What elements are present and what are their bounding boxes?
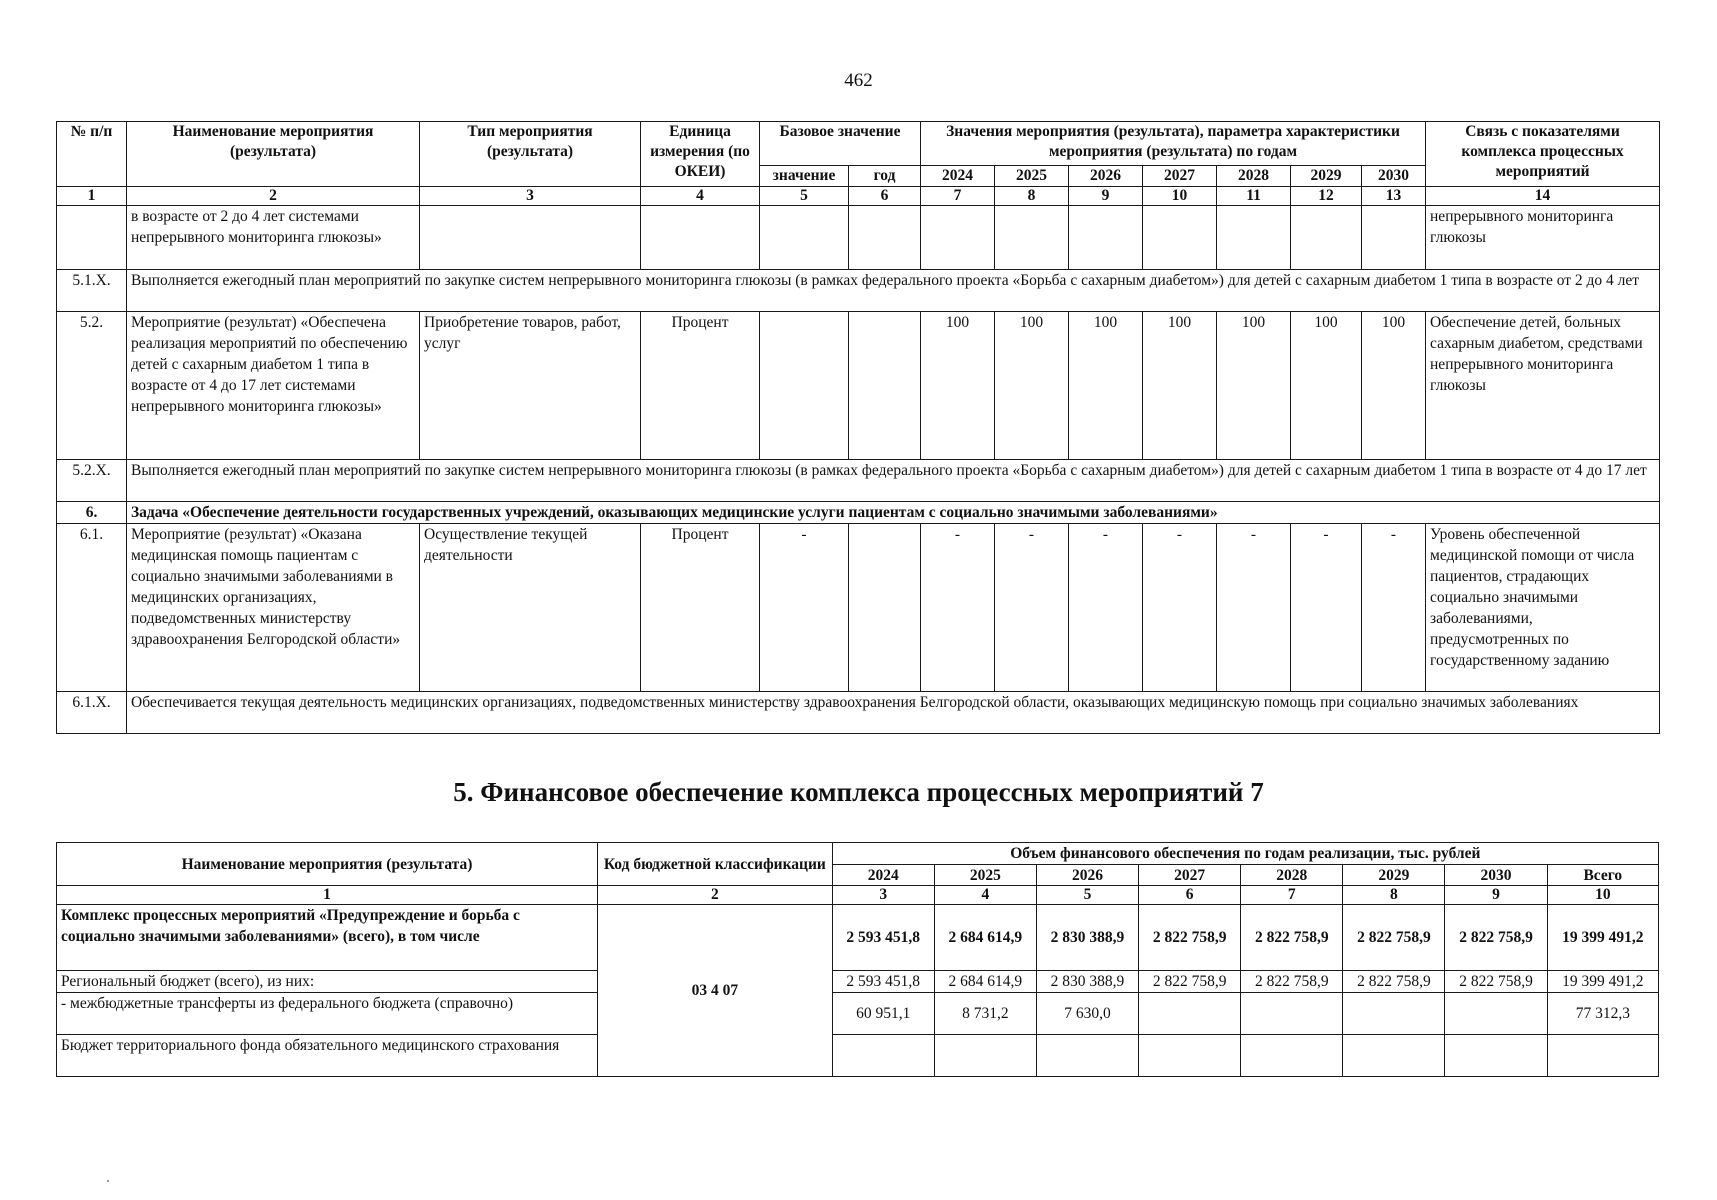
header-num: № п/п	[57, 122, 127, 187]
header-name: Наименование мероприятия (результата)	[57, 843, 598, 886]
row-text: Обеспечивается текущая деятельность медицинских организациях, подведомственных министерству здравоохранения Белгородской области, оказывающих медицинскую помощь при социально значимых заболеваниях	[127, 692, 1660, 734]
year-value: 100	[1362, 312, 1426, 460]
header-link: Связь с показателями комплекса процессных мероприятий	[1426, 122, 1660, 187]
col-number: 3	[832, 886, 934, 905]
activity-name: в возрасте от 2 до 4 лет системами непрерывного мониторинга глюкозы»	[127, 206, 420, 270]
table-row	[57, 312, 1660, 460]
finance-table	[56, 842, 1659, 1077]
finance-value: 2 822 758,9	[1139, 905, 1241, 971]
header-year: 2025	[934, 865, 1036, 886]
row-number: 6.1.	[57, 524, 127, 692]
col-number: 2	[127, 187, 420, 206]
year-value: -	[995, 524, 1069, 692]
row-number: 5.2.	[57, 312, 127, 460]
col-number: 5	[1036, 886, 1138, 905]
scan-speck	[107, 1180, 109, 1182]
col-number: 1	[57, 886, 598, 905]
col-number: 1	[57, 187, 127, 206]
table-row	[57, 460, 1660, 502]
finance-row-name: Региональный бюджет (всего), из них:	[57, 971, 598, 993]
table-row	[57, 524, 1660, 692]
finance-value: 2 593 451,8	[832, 905, 934, 971]
header-year: 2030	[1362, 166, 1426, 187]
row-number: 6.	[57, 502, 127, 524]
finance-value: 2 822 758,9	[1445, 971, 1547, 993]
year-value: -	[1217, 524, 1291, 692]
activity-type: Приобретение товаров, работ, услуг	[420, 312, 641, 460]
header-base-value: значение	[760, 166, 849, 187]
column-numbers-row	[57, 187, 1660, 206]
col-number: 11	[1217, 187, 1291, 206]
finance-value: 2 684 614,9	[934, 905, 1036, 971]
finance-value	[1343, 1035, 1445, 1077]
col-number: 6	[1139, 886, 1241, 905]
finance-value	[832, 1035, 934, 1077]
indicator-link: Обеспечение детей, больных сахарным диабетом, средствами непрерывного мониторинга глюкозы	[1426, 312, 1660, 460]
finance-row-name: Бюджет территориального фонда обязательного медицинского страхования	[57, 1035, 598, 1077]
header-year: 2026	[1069, 166, 1143, 187]
section-title: 5. Финансовое обеспечение комплекса процессных мероприятий 7	[453, 777, 1264, 807]
finance-value: 2 684 614,9	[934, 971, 1036, 993]
header-base: Базовое значение	[760, 122, 921, 166]
year-value: 100	[921, 312, 995, 460]
col-number: 14	[1426, 187, 1660, 206]
finance-row-name: Комплекс процессных мероприятий «Предупреждение и борьба с социально значимыми заболеваниями» (всего), в том числе	[57, 905, 598, 971]
row-text: Выполняется ежегодный план мероприятий по закупке систем непрерывного мониторинга глюкозы (в рамках федерального проекта «Борьба с сахарным диабетом») для детей с сахарным диабетом 1 типа в возрасте от 4 до 17 лет	[127, 460, 1660, 502]
col-number: 6	[849, 187, 921, 206]
header-year: 2024	[921, 166, 995, 187]
header-year: 2029	[1291, 166, 1362, 187]
year-value: 100	[1143, 312, 1217, 460]
header-unit: Единица измерения (по ОКЕИ)	[641, 122, 760, 187]
table-row	[57, 692, 1660, 734]
finance-value	[1445, 1035, 1547, 1077]
header-total: Всего	[1547, 865, 1658, 886]
column-numbers-row	[57, 886, 1659, 905]
col-number: 3	[420, 187, 641, 206]
year-value: 100	[1217, 312, 1291, 460]
finance-total: 19 399 491,2	[1547, 905, 1658, 971]
table-row	[57, 206, 1660, 270]
header-code: Код бюджетной классификации	[598, 843, 833, 886]
header-year: 2024	[832, 865, 934, 886]
finance-value: 2 822 758,9	[1241, 971, 1343, 993]
finance-value: 2 822 758,9	[1343, 905, 1445, 971]
finance-value: 2 822 758,9	[1241, 905, 1343, 971]
year-value: -	[921, 524, 995, 692]
table-row	[57, 270, 1660, 312]
finance-value: 2 830 388,9	[1036, 971, 1138, 993]
finance-value	[1139, 993, 1241, 1035]
header-year: 2027	[1143, 166, 1217, 187]
row-number: 5.2.X.	[57, 460, 127, 502]
finance-value	[1241, 1035, 1343, 1077]
col-number: 10	[1143, 187, 1217, 206]
col-number: 13	[1362, 187, 1426, 206]
table-row	[57, 502, 1660, 524]
year-value: -	[1069, 524, 1143, 692]
col-number: 2	[598, 886, 833, 905]
page-number: 462	[844, 70, 873, 91]
header-base-year: год	[849, 166, 921, 187]
table-row	[57, 1035, 1659, 1077]
finance-value	[934, 1035, 1036, 1077]
header-values: Значения мероприятия (результата), параметра характеристики мероприятия (результата) по годам	[921, 122, 1426, 166]
col-number: 10	[1547, 886, 1658, 905]
activities-table	[56, 121, 1660, 734]
indicator-link: Уровень обеспеченной медицинской помощи от числа пациентов, страдающих социально значимыми заболеваниями, предусмотренных по государственному заданию	[1426, 524, 1660, 692]
row-text: Выполняется ежегодный план мероприятий по закупке систем непрерывного мониторинга глюкозы (в рамках федерального проекта «Борьба с сахарным диабетом») для детей с сахарным диабетом 1 типа в возрасте от 2 до 4 лет	[127, 270, 1660, 312]
finance-total	[1547, 1035, 1658, 1077]
table-row	[57, 971, 1659, 993]
finance-value: 2 822 758,9	[1139, 971, 1241, 993]
indicator-link: непрерывного мониторинга глюкозы	[1426, 206, 1660, 270]
finance-value: 8 731,2	[934, 993, 1036, 1035]
finance-total: 77 312,3	[1547, 993, 1658, 1035]
col-number: 7	[921, 187, 995, 206]
row-number: 6.1.X.	[57, 692, 127, 734]
base-year	[849, 312, 921, 460]
finance-value	[1036, 1035, 1138, 1077]
finance-value: 2 593 451,8	[832, 971, 934, 993]
year-value: -	[1143, 524, 1217, 692]
year-value: -	[1362, 524, 1426, 692]
finance-value: 2 822 758,9	[1343, 971, 1445, 993]
budget-code: 03 4 07	[598, 905, 833, 1077]
activity-name: Мероприятие (результат) «Оказана медицинская помощь пациентам с социально значимыми заболеваниями в медицинских организациях, подведомственных министерству здравоохранения Белгородской области»	[127, 524, 420, 692]
col-number: 4	[934, 886, 1036, 905]
unit: Процент	[641, 312, 760, 460]
finance-total: 19 399 491,2	[1547, 971, 1658, 993]
col-number: 9	[1069, 187, 1143, 206]
year-value: 100	[1069, 312, 1143, 460]
base-year	[849, 524, 921, 692]
header-type: Тип мероприятия (результата)	[420, 122, 641, 187]
table-row	[57, 905, 1659, 971]
header-year: 2029	[1343, 865, 1445, 886]
row-number: 5.1.X.	[57, 270, 127, 312]
col-number: 7	[1241, 886, 1343, 905]
header-volume: Объем финансового обеспечения по годам реализации, тыс. рублей	[832, 843, 1658, 865]
finance-value: 2 822 758,9	[1445, 905, 1547, 971]
col-number: 12	[1291, 187, 1362, 206]
header-year: 2028	[1241, 865, 1343, 886]
col-number: 8	[1343, 886, 1445, 905]
header-year: 2028	[1217, 166, 1291, 187]
header-year: 2025	[995, 166, 1069, 187]
header-year: 2030	[1445, 865, 1547, 886]
header-year: 2027	[1139, 865, 1241, 886]
task-title: Задача «Обеспечение деятельности государственных учреждений, оказывающих медицинские услуги пациентам с социально значимыми заболеваниями»	[127, 502, 1660, 524]
finance-value: 60 951,1	[832, 993, 934, 1035]
col-number: 8	[995, 187, 1069, 206]
year-value: 100	[1291, 312, 1362, 460]
year-value: -	[1291, 524, 1362, 692]
finance-value: 2 830 388,9	[1036, 905, 1138, 971]
header-name: Наименование мероприятия (результата)	[127, 122, 420, 187]
finance-value	[1445, 993, 1547, 1035]
base-value: -	[760, 524, 849, 692]
col-number: 4	[641, 187, 760, 206]
col-number: 9	[1445, 886, 1547, 905]
col-number: 5	[760, 187, 849, 206]
finance-value: 7 630,0	[1036, 993, 1138, 1035]
activity-type: Осуществление текущей деятельности	[420, 524, 641, 692]
finance-row-name: - межбюджетные трансферты из федерального бюджета (справочно)	[57, 993, 598, 1035]
unit: Процент	[641, 524, 760, 692]
finance-value	[1139, 1035, 1241, 1077]
header-year: 2026	[1036, 865, 1138, 886]
finance-value	[1241, 993, 1343, 1035]
base-value	[760, 312, 849, 460]
activity-name: Мероприятие (результат) «Обеспечена реализация мероприятий по обеспечению детей с сахарным диабетом 1 типа в возрасте от 4 до 17 лет системами непрерывного мониторинга глюкозы»	[127, 312, 420, 460]
finance-value	[1343, 993, 1445, 1035]
table-row	[57, 993, 1659, 1035]
year-value: 100	[995, 312, 1069, 460]
